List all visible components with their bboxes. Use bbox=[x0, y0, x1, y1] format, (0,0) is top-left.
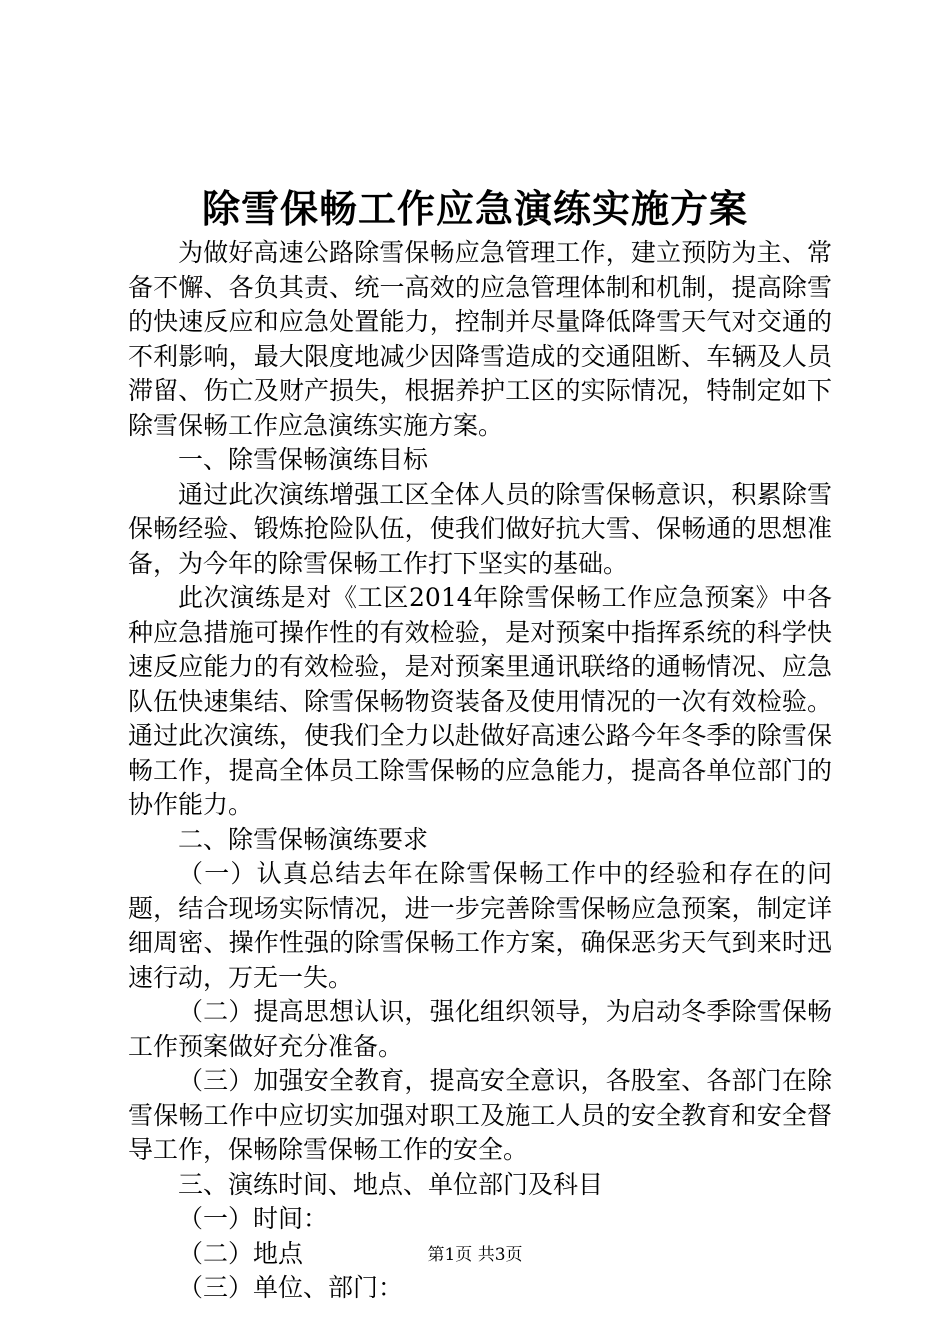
document-title: 除雪保畅工作应急演练实施方案 bbox=[201, 186, 748, 231]
list-item-paragraph: （一）认真总结去年在除雪保畅工作中的经验和存在的问题，结合现场实际情况，进一步完善除雪保畅应急预案，制定详细周密、操作性强的除雪保畅工作方案，确保恶劣天气到来时迅速行动，万无一失。 bbox=[128, 859, 832, 992]
body-paragraph: 通过此次演练增强工区全体人员的除雪保畅意识，积累除雪保畅经验、锻炼抢险队伍，使我们做好抗大雪、保畅通的思想准备，为今年的除雪保畅工作打下坚实的基础。 bbox=[128, 479, 832, 578]
section-heading-1: 一、除雪保畅演练目标 bbox=[178, 445, 429, 474]
body-paragraph: 此次演练是对《工区2014年除雪保畅工作应急预案》中各种应急措施可操作性的有效检验，是对预案中指挥系统的科学快速反应能力的有效检验，是对预案里通讯联络的通畅情况、应急队伍快速集结、除雪保畅物资装备及使用情况的一次有效检验。通过此次演练，使我们全力以赴做好高速公路今年冬季的除雪保畅工作，提高全体员工除雪保畅的应急能力，提高各单位部门的协作能力。 bbox=[128, 583, 832, 819]
sub-item-time: （一）时间： bbox=[178, 1204, 329, 1233]
document-body bbox=[128, 236, 832, 1306]
intro-paragraph: 为做好高速公路除雪保畅应急管理工作，建立预防为主、常备不懈、各负其责、统一高效的应急管理体制和机制，提高除雪的快速反应和应急处置能力，控制并尽量降低降雪天气对交通的不利影响，最大限度地减少因降雪造成的交通阻断、车辆及人员滞留、伤亡及财产损失，根据养护工区的实际情况，特制定如下除雪保畅工作应急演练实施方案。 bbox=[128, 238, 832, 440]
list-item-paragraph: （二）提高思想认识，强化组织领导，为启动冬季除雪保畅工作预案做好充分准备。 bbox=[128, 997, 832, 1061]
sub-item-location: （二）地点 bbox=[178, 1238, 304, 1268]
section-heading-3: 三、演练时间、地点、单位部门及科目 bbox=[178, 1169, 604, 1199]
section-heading-2: 二、除雪保畅演练要求 bbox=[178, 824, 429, 854]
page-footer: 第1页 共3页 bbox=[427, 1245, 523, 1265]
sub-item-unit: （三）单位、部门： bbox=[178, 1273, 404, 1302]
list-item-paragraph: （三）加强安全教育，提高安全意识，各股室、各部门在除雪保畅工作中应切实加强对职工及施工人员的安全教育和安全督导工作，保畅除雪保畅工作的安全。 bbox=[128, 1066, 832, 1164]
